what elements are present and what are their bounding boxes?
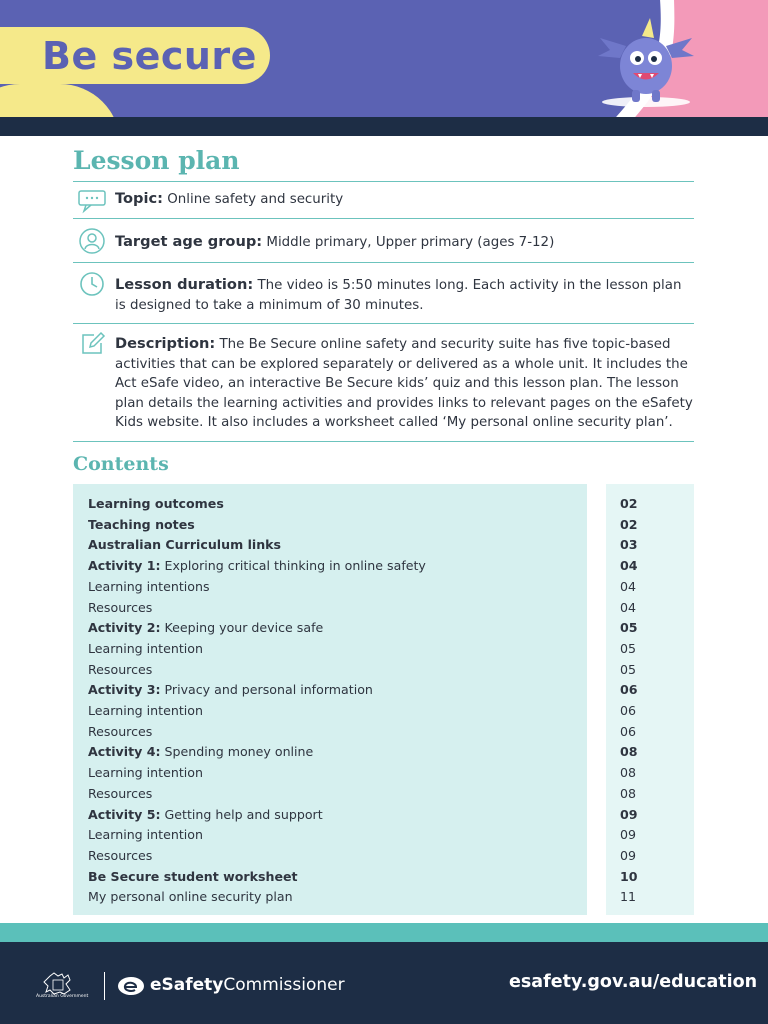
toc-page-number: 06 xyxy=(620,723,637,739)
toc-page-number: 05 xyxy=(620,661,637,677)
toc-item[interactable] xyxy=(88,600,152,616)
toc-item[interactable] xyxy=(88,889,293,905)
topic-value: Online safety and security xyxy=(167,192,344,207)
toc-item-label: Activity 4: xyxy=(88,744,161,760)
toc-page-number: 06 xyxy=(620,703,637,718)
toc-page-number: 04 xyxy=(620,558,638,574)
pencil-note-icon xyxy=(78,330,106,358)
toc-item-text: Exploring critical thinking in online safety xyxy=(164,558,426,574)
page-footer xyxy=(0,942,768,1024)
contents-heading: Contents xyxy=(73,453,169,475)
divider xyxy=(73,441,694,442)
toc-item[interactable] xyxy=(88,848,152,864)
toc-item[interactable] xyxy=(88,765,203,781)
toc-page-number: 08 xyxy=(620,744,638,760)
topic-row xyxy=(115,189,695,210)
esafety-commissioner-logo xyxy=(150,975,345,995)
toc-item[interactable] xyxy=(88,537,281,553)
toc-page-number: 09 xyxy=(620,806,638,822)
toc-item-label: Learning outcomes xyxy=(88,496,224,511)
toc-item-text: My personal online security plan xyxy=(88,889,293,905)
person-icon xyxy=(78,227,106,255)
toc-page-number: 02 xyxy=(620,496,638,511)
government-label: Australian Government xyxy=(36,994,89,999)
toc-item-label: Activity 3: xyxy=(88,682,161,698)
toc-item[interactable] xyxy=(88,496,224,512)
toc-item[interactable] xyxy=(88,682,373,698)
description-row xyxy=(115,334,695,433)
toc-item[interactable] xyxy=(88,558,426,574)
toc-item-label: Teaching notes xyxy=(88,516,195,532)
toc-item-label: Activity 5: xyxy=(88,806,161,822)
divider xyxy=(73,218,694,219)
toc-item-text: Resources xyxy=(88,847,153,863)
toc-item[interactable] xyxy=(88,662,152,678)
yellow-decoration xyxy=(0,84,120,117)
toc-item[interactable] xyxy=(88,827,203,843)
toc-page-number: 04 xyxy=(620,599,637,615)
page-title: Be secure xyxy=(42,34,257,78)
monster-mascot-icon xyxy=(596,16,696,108)
header-stripe xyxy=(0,117,768,136)
toc-item[interactable] xyxy=(88,744,313,760)
toc-item[interactable] xyxy=(88,620,323,636)
toc-page-number: 11 xyxy=(620,889,637,905)
toc-item-text: Keeping your device safe xyxy=(164,620,324,636)
toc-page-number: 04 xyxy=(620,578,637,594)
toc-item-text: Resources xyxy=(88,785,153,801)
toc-item-text: Learning intention xyxy=(88,765,203,781)
toc-page-number: 08 xyxy=(620,765,637,781)
clock-icon xyxy=(78,270,106,298)
age-group-row xyxy=(115,232,695,253)
toc-item[interactable] xyxy=(88,517,195,533)
toc-item-text: Resources xyxy=(88,661,153,677)
toc-item-text: Spending money online xyxy=(164,744,314,760)
esafety-logo-icon xyxy=(117,976,145,996)
toc-item[interactable] xyxy=(88,869,298,885)
toc-page-number: 03 xyxy=(620,537,638,553)
description-label: Description: xyxy=(115,335,216,352)
toc-page-number: 02 xyxy=(620,516,638,532)
divider xyxy=(73,181,694,182)
toc-item[interactable] xyxy=(88,579,210,595)
lesson-plan-heading: Lesson plan xyxy=(73,146,240,175)
speech-bubble-icon xyxy=(78,186,106,214)
toc-item-text: Resources xyxy=(88,723,153,739)
toc-item-label: Activity 1: xyxy=(88,558,161,574)
toc-item-text: Resources xyxy=(88,599,153,615)
toc-item[interactable] xyxy=(88,786,152,802)
toc-item-text: Learning intentions xyxy=(88,578,210,594)
toc-page-number: 05 xyxy=(620,620,638,636)
toc-item[interactable] xyxy=(88,807,323,823)
toc-item-label: Be Secure student worksheet xyxy=(88,868,298,884)
australian-government-crest-icon xyxy=(36,972,92,1004)
topic-label: Topic: xyxy=(115,190,163,207)
title-banner xyxy=(0,27,270,84)
website-link[interactable]: esafety.gov.au/education xyxy=(509,972,758,992)
age-group-value: Middle primary, Upper primary (ages 7-12) xyxy=(266,235,555,250)
toc-item-label: Australian Curriculum links xyxy=(88,537,282,553)
toc-item-label: Activity 2: xyxy=(88,620,161,636)
toc-item-text: Learning intention xyxy=(88,703,203,718)
age-group-label: Target age group: xyxy=(115,233,263,250)
toc-item-text: Privacy and personal information xyxy=(164,682,373,698)
toc-page-number: 09 xyxy=(620,827,637,843)
toc-item[interactable] xyxy=(88,724,152,740)
toc-page-number: 09 xyxy=(620,847,637,863)
brand-regular: Commissioner xyxy=(223,975,345,995)
toc-page-number: 08 xyxy=(620,785,637,801)
brand-bold: eSafety xyxy=(150,975,224,995)
toc-page-number: 10 xyxy=(620,868,638,884)
page-header xyxy=(0,0,768,117)
toc-item[interactable] xyxy=(88,641,203,657)
footer-divider xyxy=(104,972,105,1000)
toc-item[interactable] xyxy=(88,703,203,719)
duration-row xyxy=(115,275,695,315)
footer-stripe xyxy=(0,923,768,942)
toc-page-number: 05 xyxy=(620,640,637,656)
duration-label: Lesson duration: xyxy=(115,276,254,293)
description-value: The Be Secure online safety and security suite has five topic-based activities that can be explored separately or delivered as a whole unit. It includes the Act eSafe video, an interactive Be Secure kids’ quiz and this lesson plan. The lesson plan details the learning activities and provides links to relevant pages on the eSafety Kids website. It also includes a worksheet called ‘My personal online security plan’. xyxy=(115,337,693,430)
toc-item-text: Getting help and support xyxy=(164,806,323,822)
toc-item-text: Learning intention xyxy=(88,640,203,656)
divider xyxy=(73,323,694,324)
duration-value: The video is 5:50 minutes long. Each activity in the lesson plan is designed to take a minimum of 30 minutes. xyxy=(115,278,682,313)
toc-page-number: 06 xyxy=(620,682,638,698)
toc-item-text: Learning intention xyxy=(88,827,203,843)
divider xyxy=(73,262,694,263)
